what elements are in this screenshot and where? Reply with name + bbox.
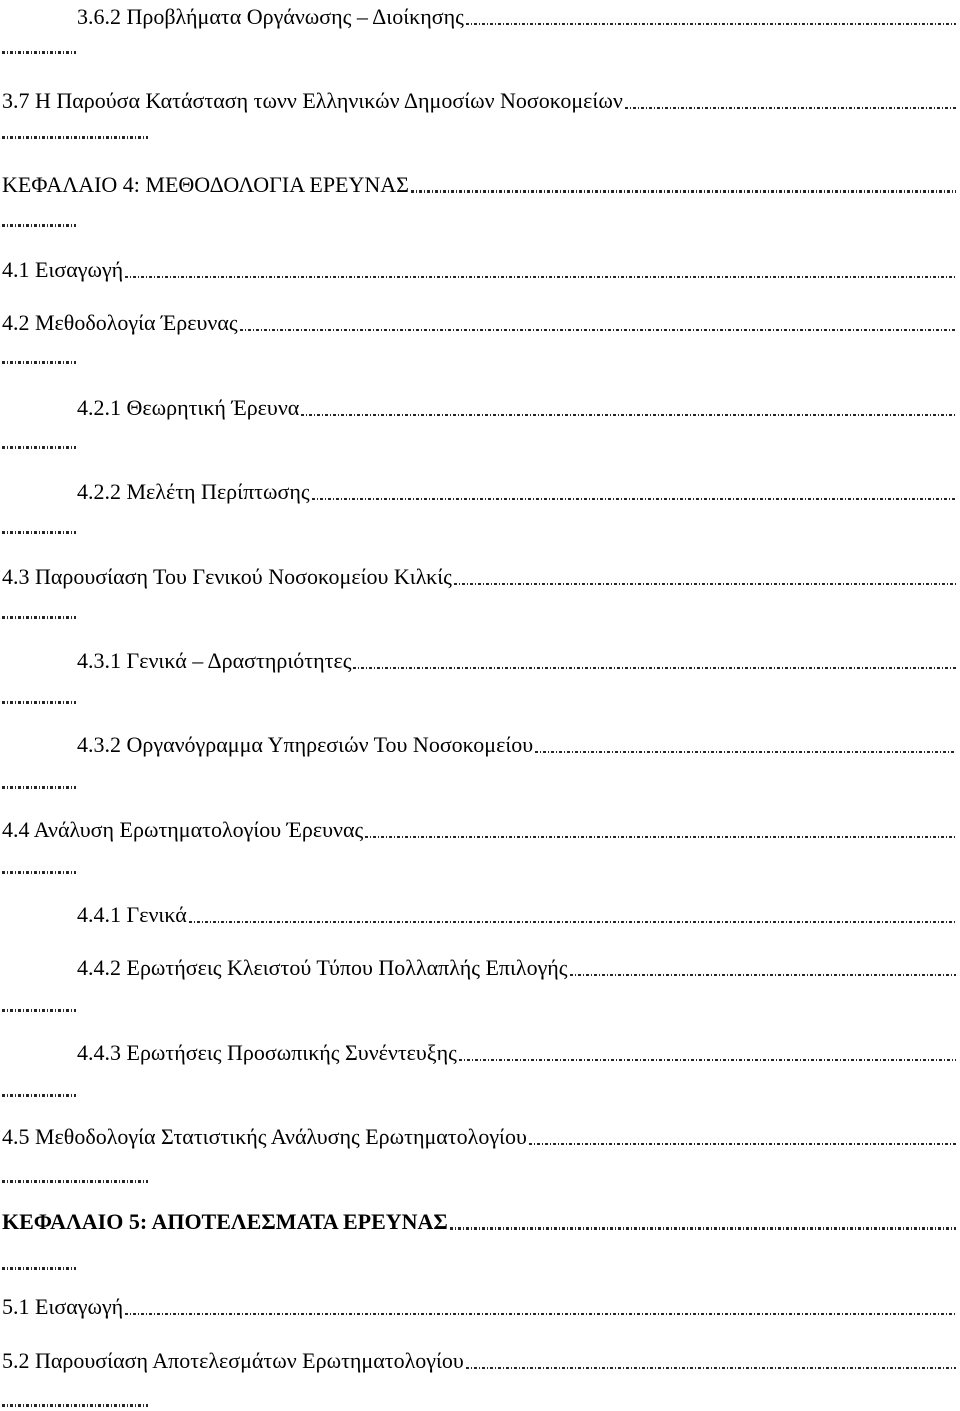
dot-leader [529,1143,956,1145]
dot-leader [450,1227,956,1230]
dot-leader [570,974,956,976]
toc-entry-title: 5.1 Εισαγωγή [2,1294,124,1319]
toc-entry-title: 3.6.2 Προβλήματα Οργάνωσης – Διοίκησης [77,4,464,29]
dot-leader-continuation [2,361,76,364]
toc-entry-title: ΚΕΦΑΛΑΙΟ 5: ΑΠΟΤΕΛΕΣΜΑΤΑ ΕΡΕΥΝΑΣ [2,1209,448,1234]
toc-entry-title: ΚΕΦΑΛΑΙΟ 4: ΜΕΘΟΔΟΛΟΓΙΑ ΕΡΕΥΝΑΣ [2,172,409,197]
dot-leader [312,498,956,500]
toc-entry-title: 4.4.1 Γενικά [77,902,187,927]
toc-entry-title: 4.3.1 Γενικά – Δραστηριότητες [77,648,352,673]
dot-leader-continuation [2,1009,76,1012]
toc-entry-title: 4.4.3 Ερωτήσεις Προσωπικής Συνέντευξης [77,1040,457,1065]
toc-entry-title: 4.2.2 Μελέτη Περίπτωσης [77,479,310,504]
dot-leader-continuation [2,701,76,704]
toc-entry-title: 3.7 Η Παρούσα Κατάσταση τωνν Ελληνικών Δημοσίων Νοσοκομείων [2,88,623,113]
dot-leader [353,667,956,669]
toc-entry-title: 4.2 Μεθοδολογία Έρευνας [2,310,238,335]
dot-leader-continuation [2,446,76,449]
dot-leader-continuation [2,1094,76,1097]
dot-leader [365,836,956,838]
dot-leader [459,1059,956,1061]
dot-leader [625,107,956,109]
dot-leader-continuation [2,871,76,874]
dot-leader [125,1313,956,1315]
dot-leader [411,190,956,193]
dot-leader [454,583,956,585]
toc-entry-title: 4.5 Μεθοδολογία Στατιστικής Ανάλυσης Ερωτηματολογίου [2,1124,527,1149]
dot-leader [125,276,956,278]
dot-leader-continuation [2,1404,148,1407]
dot-leader [301,414,956,416]
toc-entry-title: 4.4 Ανάλυση Ερωτηματολογίου Έρευνας [2,817,364,842]
dot-leader [535,751,956,753]
dot-leader-continuation [2,1267,76,1270]
toc-entry-title: 4.2.1 Θεωρητική Έρευνα [77,395,300,420]
toc-entry-title: 5.2 Παρουσίαση Αποτελεσμάτων Ερωτηματολογίου [2,1348,464,1373]
dot-leader-continuation [2,224,76,227]
toc-entry-title: 4.1 Εισαγωγή [2,257,124,282]
dot-leader [466,1367,956,1369]
dot-leader [189,921,956,923]
dot-leader [240,329,956,331]
dot-leader-continuation [2,51,76,54]
dot-leader-continuation [2,1180,148,1183]
toc-entry-title: 4.3.2 Οργανόγραμμα Υπηρεσιών Του Νοσοκομείου [77,732,534,757]
dot-leader-continuation [2,616,76,619]
dot-leader-continuation [2,786,76,789]
dot-leader [466,23,956,25]
dot-leader-continuation [2,531,76,534]
dot-leader-continuation [2,136,148,139]
toc-entry-title: 4.4.2 Ερωτήσεις Κλειστού Τύπου Πολλαπλής Επιλογής [77,955,568,980]
toc-entry-title: 4.3 Παρουσίαση Του Γενικού Νοσοκομείου Κιλκίς [2,564,452,589]
